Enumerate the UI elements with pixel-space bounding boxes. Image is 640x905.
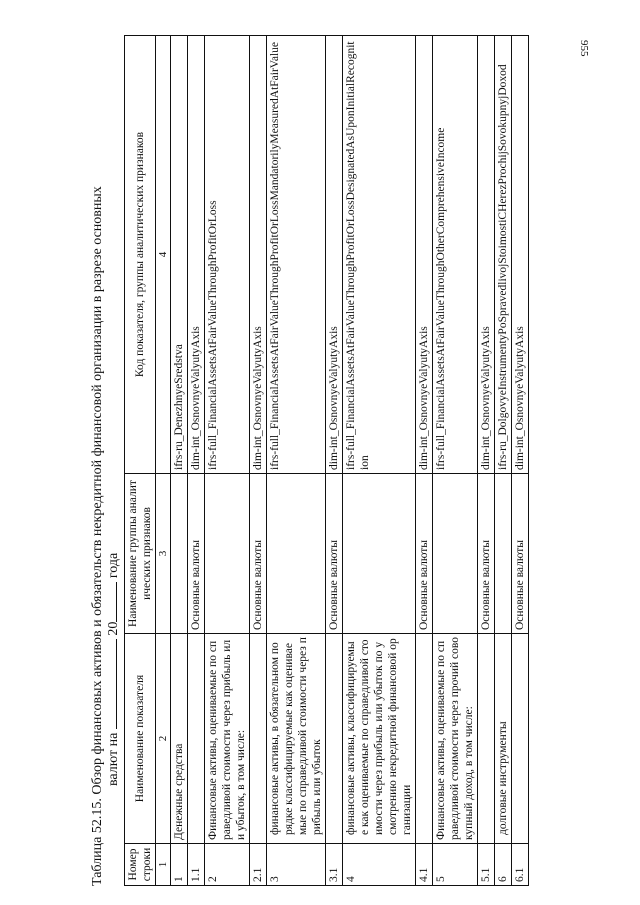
header-row <box>125 36 156 886</box>
indicator-name-cell: финансовые активы, классифицируемые как оцениваемые по справедливой стоимости через прибыль или убыток по усмотрению некредитной финансовой организации <box>343 634 416 844</box>
code-cell: dim-int_OsnovnyeValyutyAxis <box>250 36 267 474</box>
table-caption <box>90 26 122 886</box>
code-cell: dim-int_OsnovnyeValyutyAxis <box>478 36 495 474</box>
column-number: 2 <box>156 634 171 844</box>
indicator-name-cell <box>416 634 433 844</box>
row-number-cell: 5 <box>433 844 478 886</box>
assets-table <box>124 35 529 886</box>
code-cell: ifrs-full_FinancialAssetsAtFairValueThroughProfitOrLossMandatorilyMeasuredAtFairValue <box>267 36 326 474</box>
group-name-cell: Основные валюты <box>250 474 267 634</box>
header-row-number: Номер строки <box>125 844 156 886</box>
table-body <box>171 36 529 886</box>
indicator-name-cell: Финансовые активы, оцениваемые по справедливой стоимости через прочий совокупный доход, в том числе: <box>433 634 478 844</box>
year-prefix: 20 <box>106 621 121 636</box>
column-number: 4 <box>156 36 171 474</box>
row-number-cell: 4 <box>343 844 416 886</box>
indicator-name-cell: долговые инструменты <box>495 634 512 844</box>
code-cell: ifrs-full_FinancialAssetsAtFairValueThroughProfitOrLossDesignatedAsUponInitialRecognition <box>343 36 416 474</box>
indicator-name-cell <box>188 634 205 844</box>
caption-line-1: Таблица 52.15. Обзор финансовых активов и обязательств некредитной финансовой организации в разрезе основных <box>90 186 105 886</box>
table-row <box>495 36 512 886</box>
group-name-cell <box>433 474 478 634</box>
code-cell: ifrs-ru_DolgovyeInstrumentyPoSpravedlivojStoimostiCHerezProchijSovokupnyjDoxod <box>495 36 512 474</box>
table-row <box>205 36 250 886</box>
indicator-name-cell: Денежные средства <box>171 634 188 844</box>
caption-line-2 <box>106 26 122 886</box>
indicator-name-cell <box>512 634 529 844</box>
code-cell: dim-int_OsnovnyeValyutyAxis <box>188 36 205 474</box>
code-cell: ifrs-full_FinancialAssetsAtFairValueThroughOtherComprehensiveIncome <box>433 36 478 474</box>
caption-date-suffix: года <box>106 552 121 579</box>
group-name-cell: Основные валюты <box>478 474 495 634</box>
group-name-cell: Основные валюты <box>188 474 205 634</box>
row-number-cell: 5.1 <box>478 844 495 886</box>
row-number-cell: 1 <box>171 844 188 886</box>
group-name-cell <box>205 474 250 634</box>
indicator-name-cell <box>478 634 495 844</box>
table-row <box>267 36 326 886</box>
group-name-cell: Основные валюты <box>416 474 433 634</box>
code-cell: dim-int_OsnovnyeValyutyAxis <box>512 36 529 474</box>
indicator-name-cell <box>250 634 267 844</box>
code-cell: dim-int_OsnovnyeValyutyAxis <box>416 36 433 474</box>
code-cell: ifrs-ru_DenezhnyeSredstva <box>171 36 188 474</box>
rotated-page-content <box>90 26 550 886</box>
table-row <box>478 36 495 886</box>
code-cell: ifrs-full_FinancialAssetsAtFairValueThroughProfitOrLoss <box>205 36 250 474</box>
row-number-cell: 6.1 <box>512 844 529 886</box>
table-row <box>343 36 416 886</box>
indicator-name-cell: Финансовые активы, оцениваемые по справедливой стоимости через прибыль или убыток, в том числе: <box>205 634 250 844</box>
table-row <box>188 36 205 886</box>
group-name-cell <box>171 474 188 634</box>
header-group-name: Наименование группы аналитических признаков <box>125 474 156 634</box>
page-number: 955 <box>578 40 590 57</box>
row-number-cell: 6 <box>495 844 512 886</box>
group-name-cell <box>495 474 512 634</box>
column-numbers-row <box>156 36 171 886</box>
table-row <box>250 36 267 886</box>
header-indicator-name: Наименование показателя <box>125 634 156 844</box>
row-number-cell: 2 <box>205 844 250 886</box>
table-row <box>416 36 433 886</box>
table-row <box>326 36 343 886</box>
row-number-cell: 3 <box>267 844 326 886</box>
year-blank <box>116 582 117 622</box>
group-name-cell: Основные валюты <box>512 474 529 634</box>
row-number-cell: 2.1 <box>250 844 267 886</box>
column-number: 3 <box>156 474 171 634</box>
code-cell: dim-int_OsnovnyeValyutyAxis <box>326 36 343 474</box>
table-row <box>171 36 188 886</box>
row-number-cell: 4.1 <box>416 844 433 886</box>
indicator-name-cell: финансовые активы, в обязательном порядке классифицируемые как оцениваемые по справедливой стоимости через прибыль или убыток <box>267 634 326 844</box>
caption-date-prefix: валют на <box>106 732 121 786</box>
group-name-cell: Основные валюты <box>326 474 343 634</box>
table-row <box>433 36 478 886</box>
group-name-cell <box>343 474 416 634</box>
day-month-blank <box>116 639 117 729</box>
column-number: 1 <box>156 844 171 886</box>
row-number-cell: 3.1 <box>326 844 343 886</box>
table-row <box>512 36 529 886</box>
row-number-cell: 1.1 <box>188 844 205 886</box>
group-name-cell <box>267 474 326 634</box>
header-code: Код показателя, группы аналитических признаков <box>125 36 156 474</box>
indicator-name-cell <box>326 634 343 844</box>
